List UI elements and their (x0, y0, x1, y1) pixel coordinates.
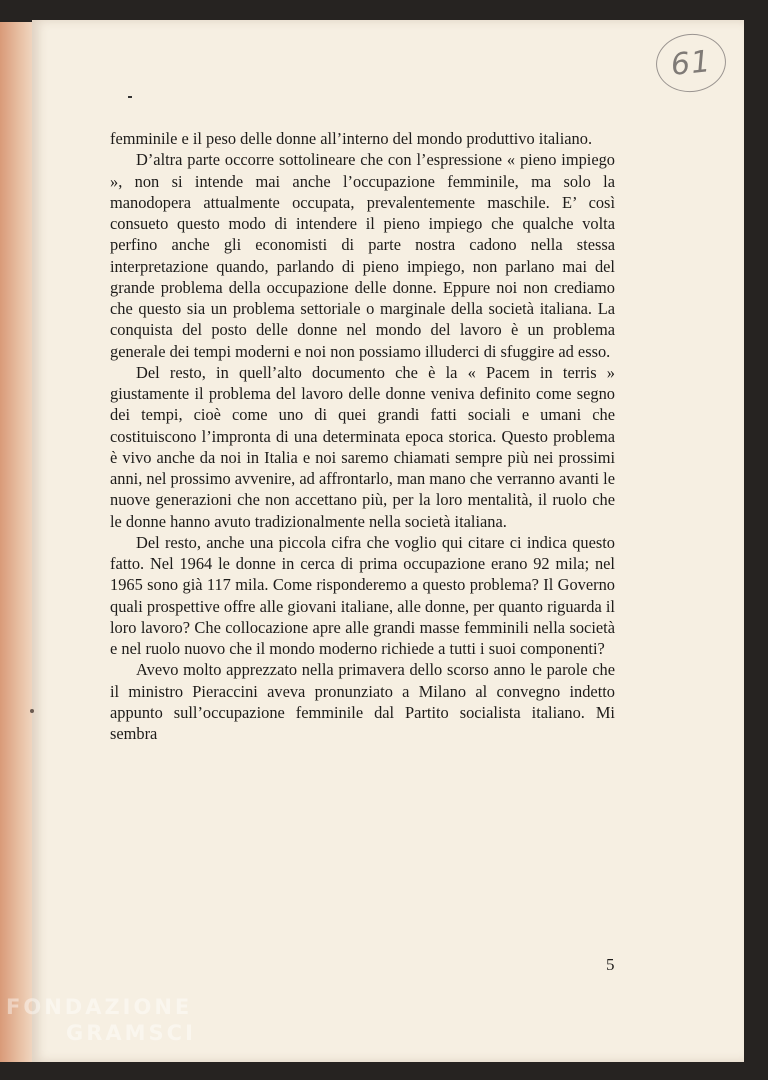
paragraph-2: D’altra parte occorre sottolineare che con l’espressione « pieno impiego », non si intende mai anche l’occupazione femminile, ma solo la manodopera attualmente occupata, prevalentemente maschile. E’ così consueto questo modo di intendere il pieno impiego che qualche volta perfino anche gli economisti di parte nostra cadono nella stessa interpretazione quando, parlando di pieno impiego, non parlano mai del grande problema della occupazione delle donne. Eppure noi non crediamo che questo sia un problema settoriale o marginale della società italiana. La conquista del posto delle donne nel mondo del lavoro è un problema generale dei tempi moderni e noi non possiamo illuderci di sfuggire ad esso. (110, 150, 615, 361)
paragraph-3: Del resto, in quell’alto documento che è la « Pacem in terris » giustamente il problema del lavoro delle donne veniva definito come segno dei tempi, cioè come uno di quei grandi fatti sociali e umani che costituiscono l’impronta di una determinata epoca storica. Questo problema è vivo anche da noi in Italia e noi saremo chiamati sempre più nei prossimi anni, nel prossimo avvenire, ad affrontarlo, man mano che verranno avanti le nuove generazioni che non accettano più, per la loro mentalità, il ruolo che le donne hanno avuto tradizionalmente nella società italiana. (110, 362, 615, 531)
paragraph-4: Del resto, anche una piccola cifra che voglio qui citare ci indica questo fatto. Nel 1964 le donne in cerca di prima occupazione erano 92 mila; nel 1965 sono già 117 mila. Come risponderemo a questo problema? Il Governo quali prospettive offre alle giovani italiane, alle donne, per quanto riguarda il loro lavoro? Che collocazione apre alle grandi masse femminili nella società e nel ruolo nuovo che il mondo moderno richiede a tutti i suoi componenti? (110, 532, 615, 658)
watermark-logo (6, 994, 196, 1046)
watermark-line-2: GRAMSCI (66, 1021, 196, 1045)
page-number: 5 (606, 955, 615, 974)
watermark-line-1: FONDAZIONE (6, 995, 193, 1019)
paragraph-1: femminile e il peso delle donne all’interno del mondo produttivo italiano. (110, 129, 593, 148)
ink-speck (128, 96, 132, 98)
paragraph-5: Avevo molto apprezzato nella primavera dello scorso anno le parole che il ministro Pieraccini aveva pronunziato a Milano al convegno indetto appunto sull’occupazione femminile dal Partito socialista italiano. Mi sembra (110, 660, 615, 743)
body-text (110, 128, 615, 744)
archive-number-text: 61 (669, 43, 713, 83)
margin-mark (30, 709, 34, 713)
